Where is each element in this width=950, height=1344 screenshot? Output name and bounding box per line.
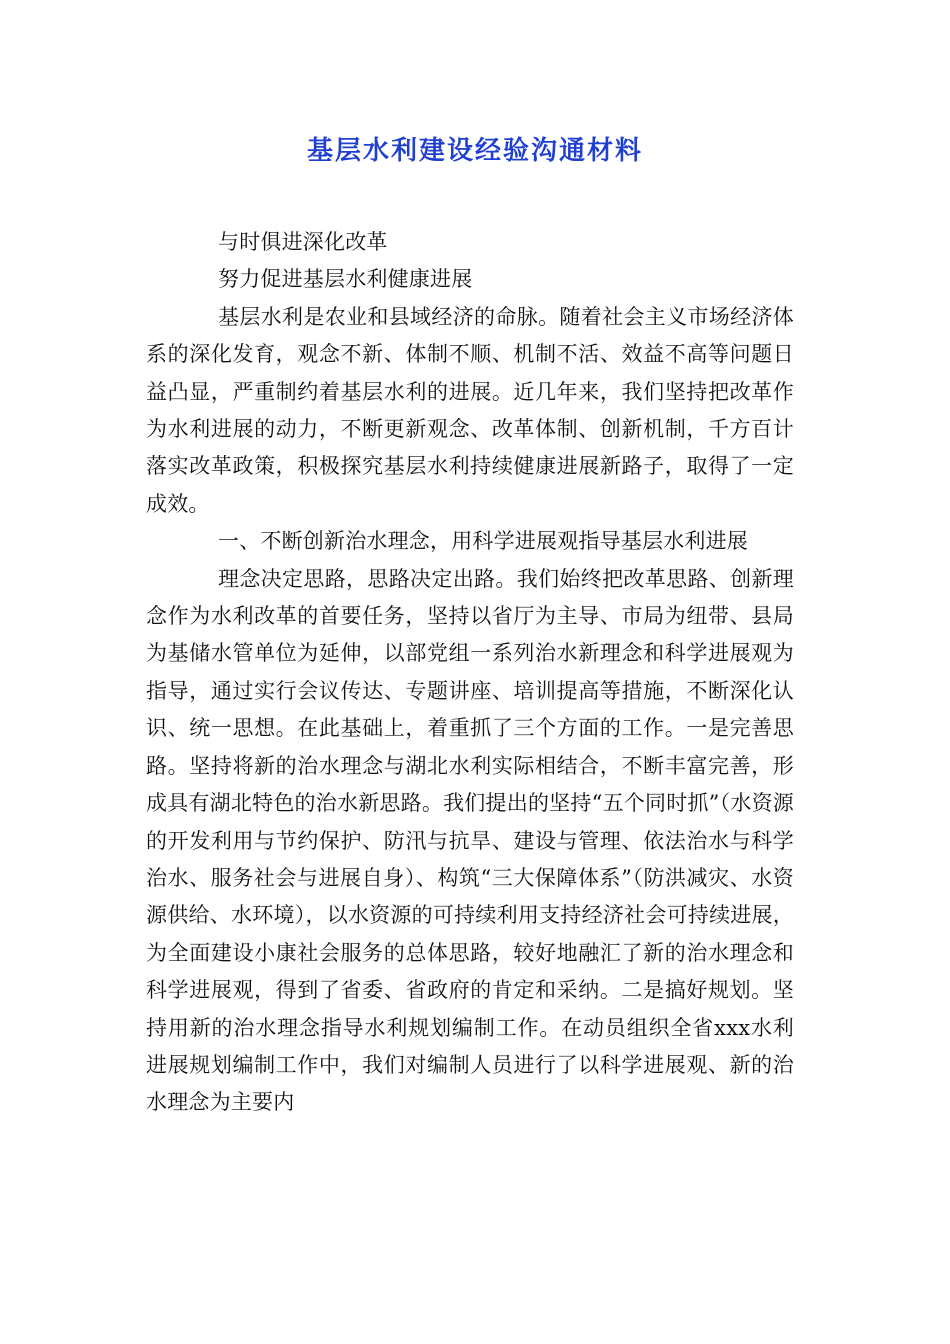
document-body	[146, 224, 794, 1122]
section-heading: 一、不断创新治水理念，用科学进展观指导基层水利进展	[218, 529, 748, 554]
document-title: 基层水利建设经验沟通材料	[306, 136, 643, 166]
body-paragraph: 基层水利是农业和县域经济的命脉。随着社会主义市场经济体系的深化发育，观念不新、体制不顺、机制不活、效益不高等问题日益凸显，严重制约着基层水利的进展。近几年来，我们坚持把改革作为水利进展的动力，不断更新观念、改革体制、创新机制，千方百计落实改革政策，积极探究基层水利持续健康进展新路子，取得了一定成效。	[146, 304, 794, 516]
subtitle-line-2: 努力促进基层水利健康进展	[218, 267, 473, 292]
body-paragraph: 理念决定思路，思路决定出路。我们始终把改革思路、创新理念作为水利改革的首要任务，坚持以省厅为主导、市局为纽带、县局为基储水管单位为延伸，以部党组一系列治水新理念和科学进展观为指导，通过实行会议传达、专题讲座、培训提高等措施，不断深化认识、统一思想。在此基础上，着重抓了三个方面的工作。一是完善思路。坚持将新的治水理念与湖北水利实际相结合，不断丰富完善，形成具有湖北特色的治水新思路。我们提出的坚持“五个同时抓”（水资源的开发利用与节约保护、防汛与抗旱、建设与管理、依法治水与科学治水、服务社会与进展自身）、构筑“三大保障体系”（防洪减灾、水资源供给、水环境），以水资源的可持续利用支持经济社会可持续进展，为全面建设小康社会服务的总体思路，较好地融汇了新的治水理念和科学进展观，得到了省委、省政府的肯定和采纳。二是搞好规划。坚持用新的治水理念指导水利规划编制工作。在动员组织全省xxx水利进展规划编制工作中，我们对编制人员进行了以科学进展观、新的治水理念为主要内	[146, 566, 794, 1115]
subtitle-line-1: 与时俱进深化改革	[218, 230, 388, 254]
